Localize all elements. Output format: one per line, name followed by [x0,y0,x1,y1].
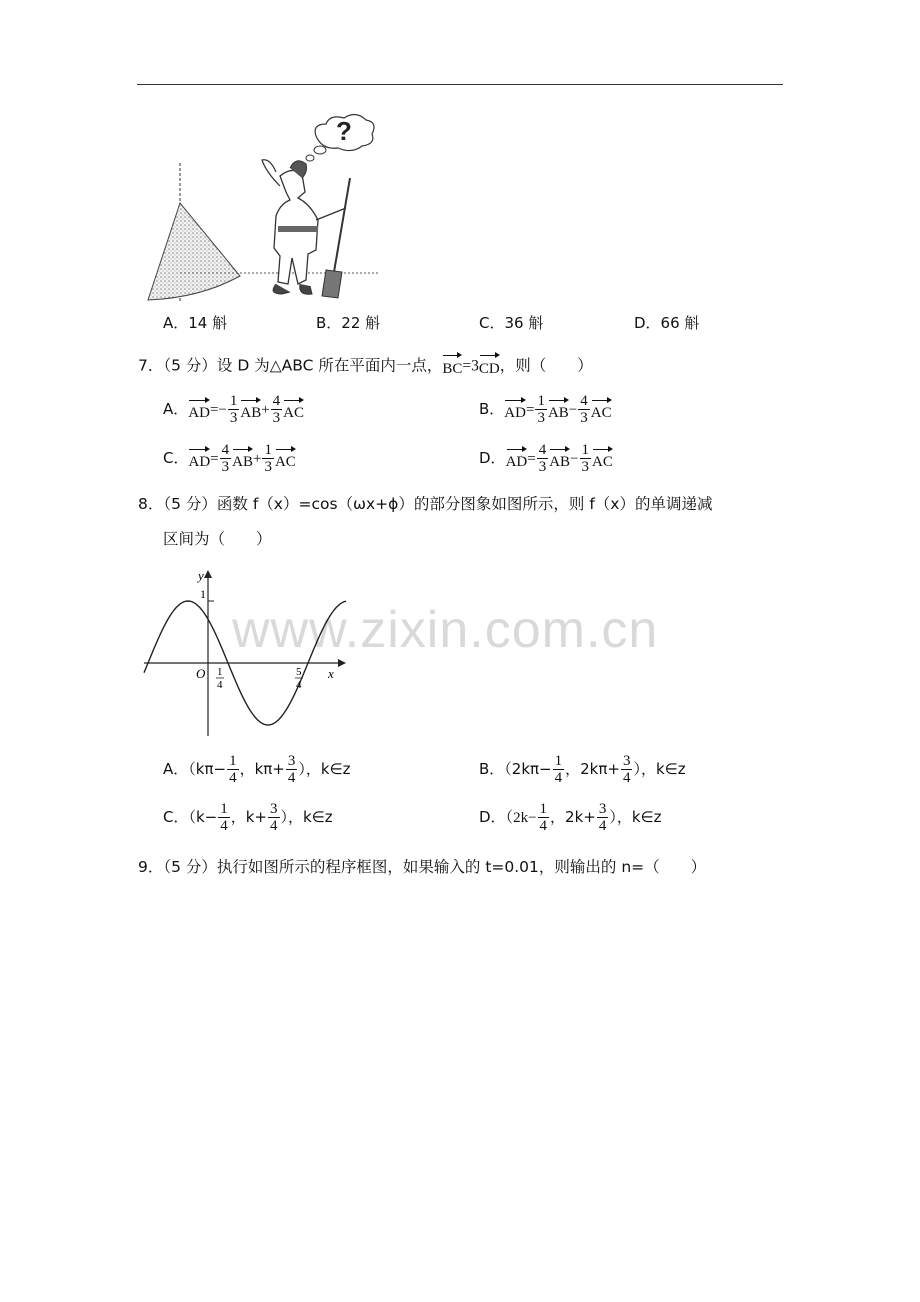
q7-stem-suffix: ，则（ ） [499,356,593,375]
q6-option-d[interactable]: D．66 斛 [634,314,700,332]
q7-stem [138,352,593,380]
q9-stem: 9．（5 分）执行如图所示的程序框图，如果输入的 t=0.01，则输出的 n=（ ） [138,858,707,876]
vector-bc: BC [442,352,462,380]
tick-five-quarters-den: 4 [296,679,302,691]
y-axis-arrow [204,570,212,578]
grain-pile-illustration [140,108,380,306]
q8-option-b[interactable]: B．（2kπ− $\frac{1}{4}$ ，2kπ+ $\frac{3}{4}$ ），k∈z [479,753,686,786]
q8-stem-line2: 区间为（ ） [163,530,272,548]
q6-option-c[interactable]: C．36 斛 [479,314,544,332]
x-axis-arrow [338,659,346,667]
q6-option-a[interactable]: A．14 斛 [163,314,228,332]
header-rule [137,84,783,85]
y-tick-one: 1 [200,587,206,601]
q7-eq3: =3 [462,357,479,375]
q8-option-a[interactable]: A．（kπ− $\frac{1}{4}$ ，kπ+ $\frac{3}{4}$ ），k∈z [163,753,351,786]
q7-stem-prefix: 7．（5 分）设 D 为△ABC 所在平面内一点， [138,356,443,375]
q8-option-d[interactable]: D．（2k− $\frac{1}{4}$ ，2k+ $\frac{3}{4}$ ），k∈z [479,801,662,834]
q8-option-c[interactable]: C．（k− $\frac{1}{4}$ ，k+ $\frac{3}{4}$ ），k∈z [163,801,333,834]
origin-label: O [196,666,206,681]
cosine-graph [140,566,355,741]
q7-option-c[interactable]: C． AD= $\frac{4}{3}$ AB+ $\frac{1}{3}$ AC [163,442,296,475]
vector-cd: CD [479,352,500,380]
tick-five-quarters-num: 5 [296,666,302,678]
q7-option-b[interactable]: B． AD= $\frac{1}{3}$ AB− $\frac{4}{3}$ AC [479,393,612,426]
q8-stem-line1: 8．（5 分）函数 f（x）=cos（ωx+ϕ）的部分图象如图所示，则 f（x）的单调递减 [138,495,713,513]
y-label: y [198,568,204,583]
tick-quarter-den: 4 [217,679,223,691]
tick-quarter-num: 1 [217,666,223,678]
svg-text:?: ? [336,116,352,146]
watermark: www.zixin.com.cn [232,601,659,659]
x-label: x [328,666,334,681]
q7-option-d[interactable]: D． AD= $\frac{4}{3}$ AB− $\frac{1}{3}$ AC [479,442,613,475]
q7-option-a[interactable]: A． AD=− $\frac{1}{3}$ AB+ $\frac{4}{3}$ AC [163,393,305,426]
q6-option-b[interactable]: B．22 斛 [316,314,381,332]
